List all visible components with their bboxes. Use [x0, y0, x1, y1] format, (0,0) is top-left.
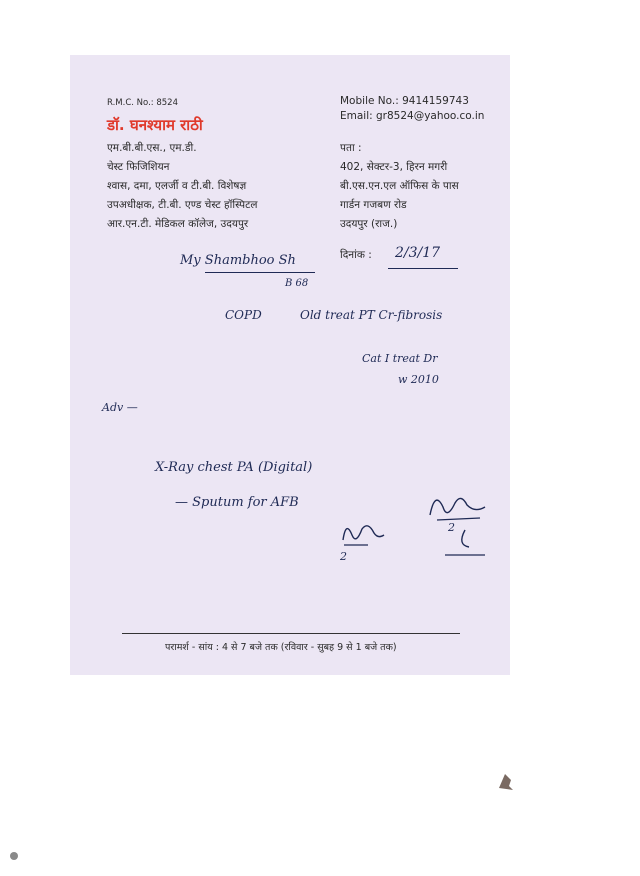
- treatment-history: Cat I treat Dr: [362, 352, 438, 365]
- history-line: Old treat PT Cr-fibrosis: [300, 308, 443, 322]
- consultation-hours: परामर्श - सांय : 4 से 7 बजे तक (रविवार - सुबह 9 से 1 बजे तक): [165, 642, 397, 653]
- prescription-sheet: [70, 55, 510, 675]
- handwritten-date: 2/3/17: [395, 245, 441, 261]
- sign-mark-right: 2: [448, 521, 455, 534]
- address-label: पता :: [340, 142, 362, 154]
- advice-label: Adv —: [102, 401, 138, 414]
- scan-smudge: [495, 770, 517, 794]
- date-label: दिनांक :: [340, 249, 372, 261]
- designation-chest-physician: चेस्ट फिजिशियन: [107, 161, 170, 173]
- qualification: एम.बी.बी.एस., एम.डी.: [107, 142, 197, 154]
- address-line-2: बी.एस.एन.एल ऑफिस के पास: [340, 180, 459, 192]
- patient-underline: [205, 272, 315, 273]
- date-underline: [388, 268, 458, 269]
- designation-college: आर.एन.टी. मेडिकल कॉलेज, उदयपुर: [107, 218, 249, 230]
- designation-superintendent: उपअधीक्षक, टी.बी. एण्ड चेस्ट हॉस्पिटल: [107, 199, 258, 211]
- rx-sputum: — Sputum for AFB: [175, 495, 299, 510]
- rx-xray: X-Ray chest PA (Digital): [155, 460, 313, 475]
- address-line-3: गार्डन गजबण रोड: [340, 199, 407, 211]
- patient-name: My Shambhoo Sh: [180, 253, 296, 268]
- treatment-year: w 2010: [398, 373, 439, 386]
- scan-speck: [6, 848, 22, 864]
- address-line-4: उदयपुर (राज.): [340, 218, 398, 230]
- doctor-signature: [425, 485, 495, 575]
- address-line-1: 402, सेक्टर-3, हिरन मगरी: [340, 161, 448, 173]
- mobile-number: Mobile No.: 9414159743: [340, 95, 469, 107]
- patient-age: B 68: [285, 278, 309, 289]
- rmc-number: R.M.C. No.: 8524: [107, 98, 178, 108]
- email-address: Email: gr8524@yahoo.co.in: [340, 110, 485, 122]
- diagnosis-copd: COPD: [225, 308, 262, 322]
- footer-rule: [122, 633, 460, 634]
- sign-mark-left: 2: [340, 550, 347, 563]
- designation-specialist: श्वास, दमा, एलर्जी व टी.बी. विशेषज्ञ: [107, 180, 247, 192]
- doctor-name: डॉ. घनश्याम राठी: [107, 116, 203, 134]
